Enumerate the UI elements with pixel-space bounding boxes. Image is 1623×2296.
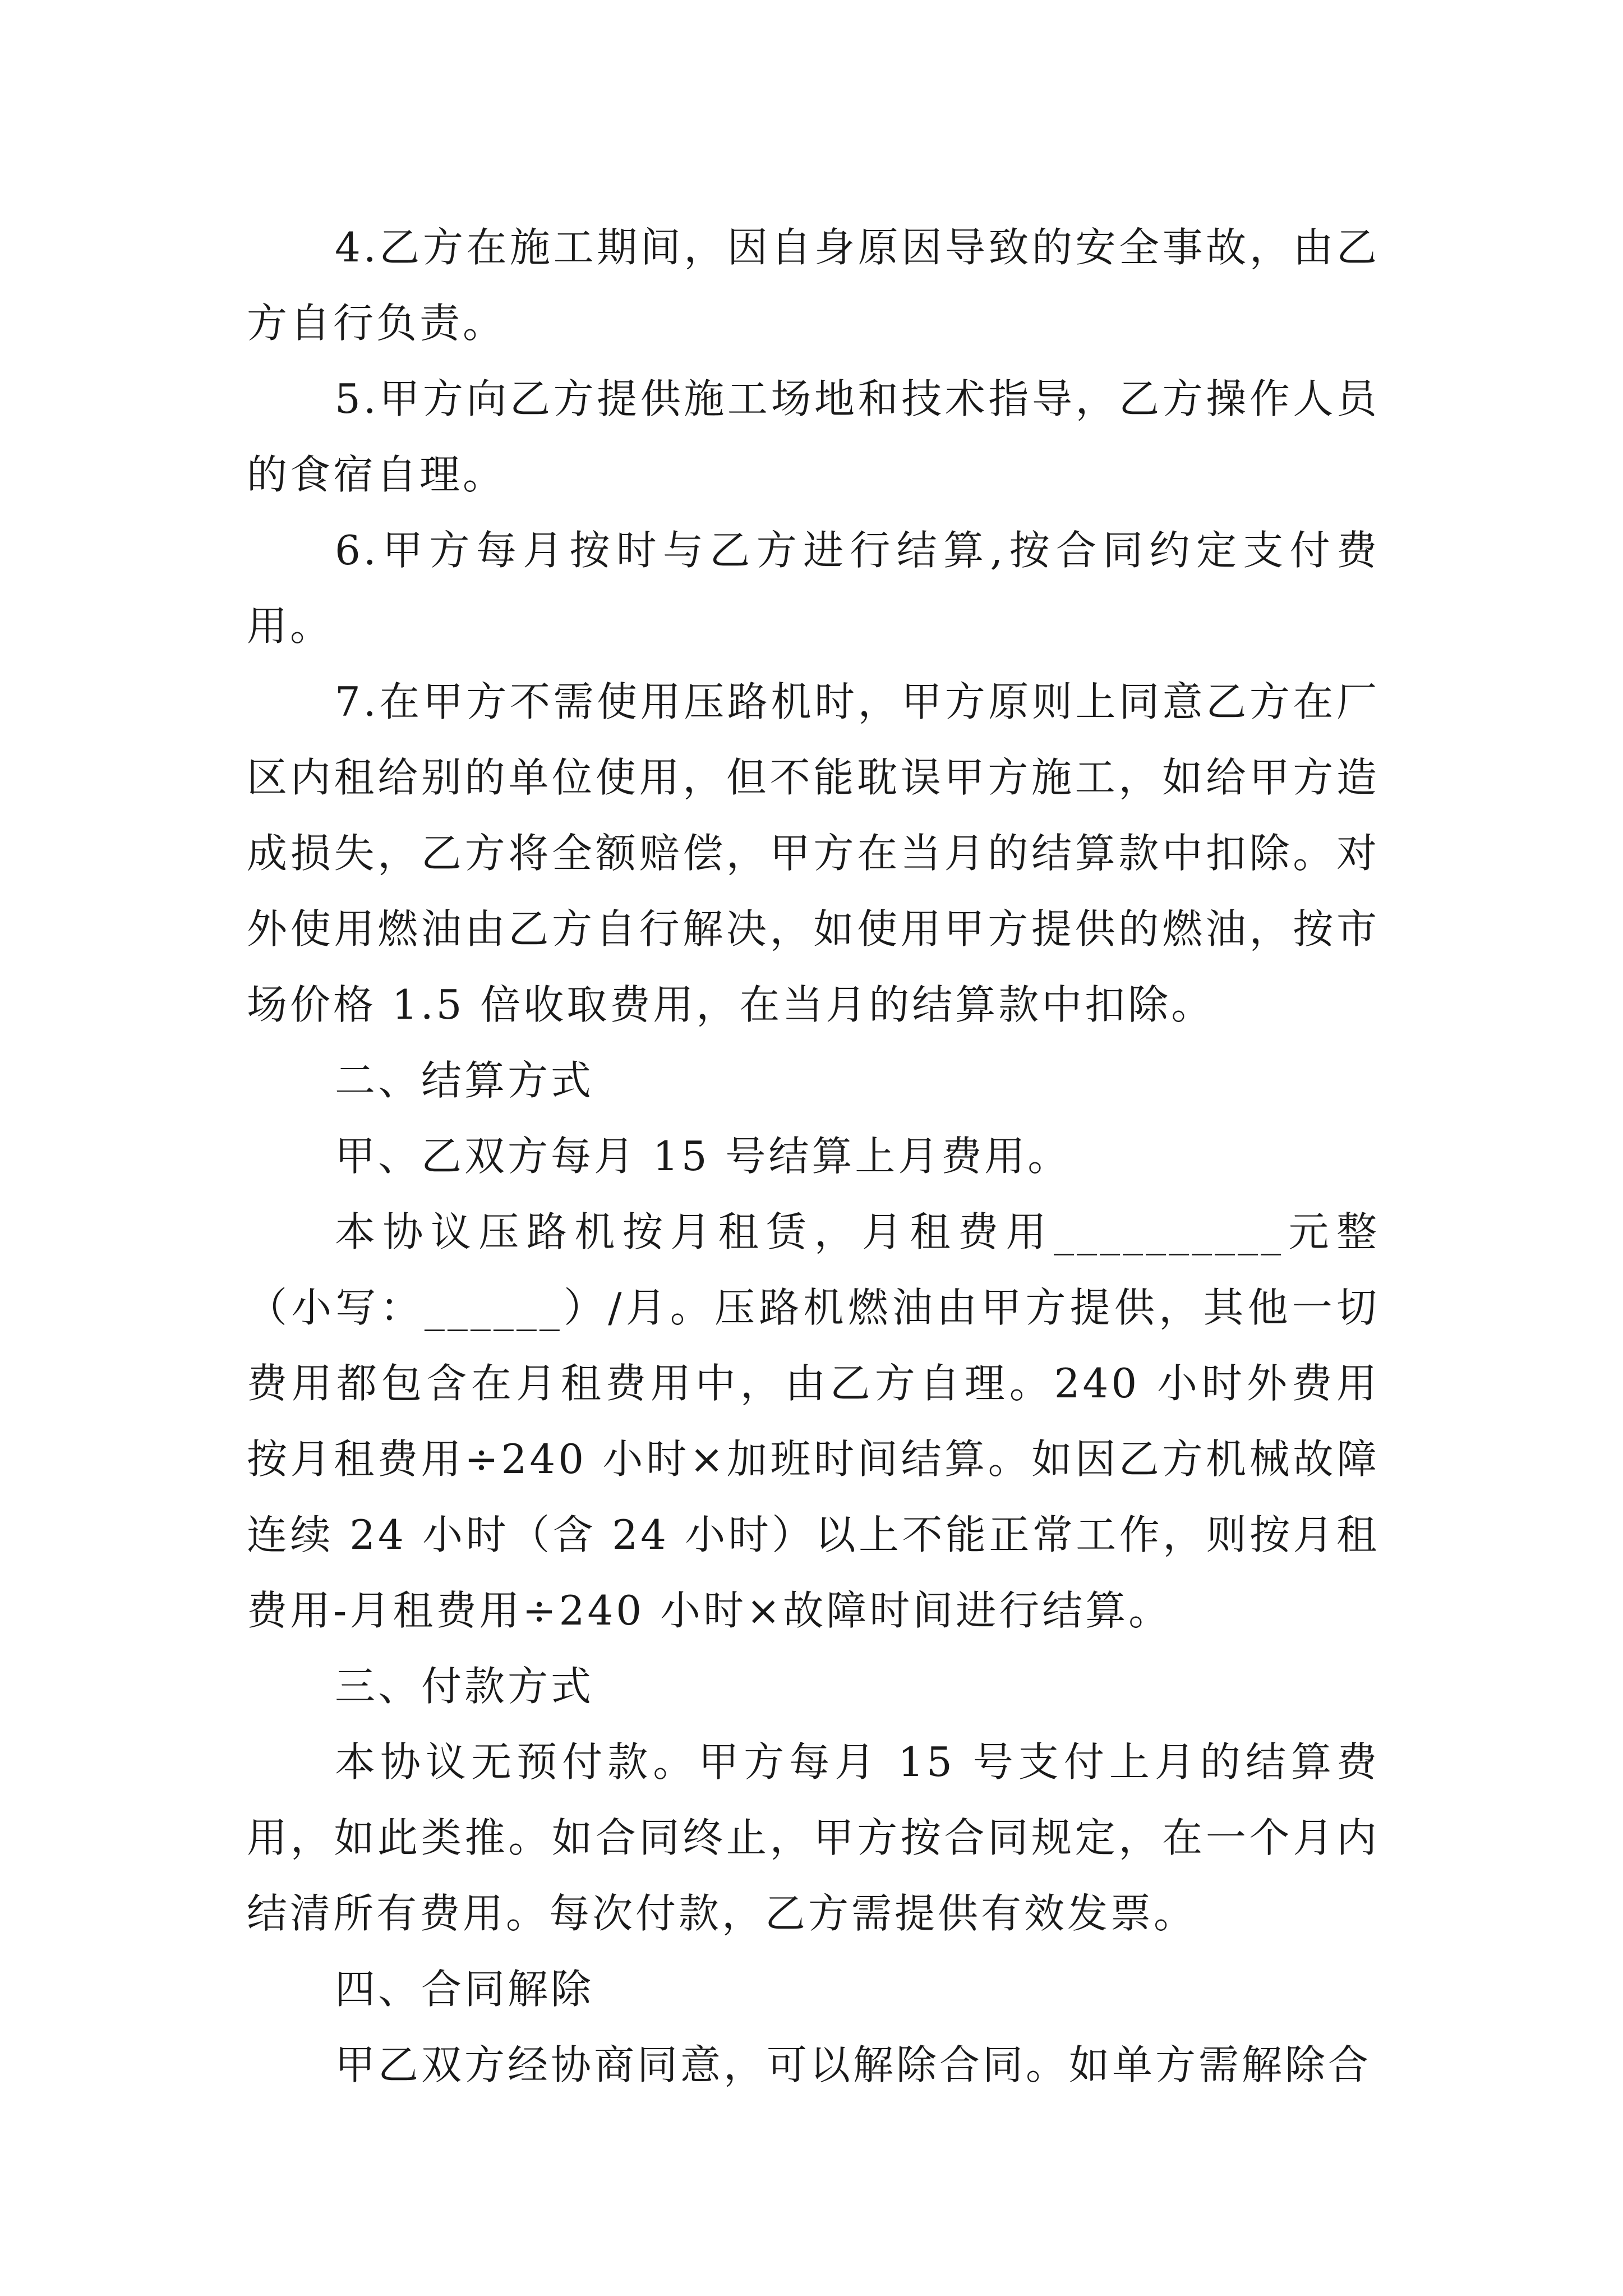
clause-5-paragraph: 5.甲方向乙方提供施工场地和技术指导，乙方操作人员的食宿自理。 [247, 375, 1380, 498]
document-page [247, 210, 1380, 2103]
settlement-date-paragraph: 甲、乙双方每月 15 号结算上月费用。 [335, 1133, 1071, 1180]
section-heading-settlement: 二、结算方式 [335, 1057, 594, 1104]
clause-4-paragraph: 4.乙方在施工期间，因自身原因导致的安全事故，由乙方自行负责。 [247, 224, 1380, 347]
rental-fee-paragraph: 本协议压路机按月租赁，月租费用__________元整（小写：______）/月。压路机燃油由甲方提供，其他一切费用都包含在月租费用中，由乙方自理。240 小时外费用按月租费用÷240 小时×加班时间结算。如因乙方机械故障连续 24 小时（含 24 小时）以上不能正常工作，则按月租费用-月租费用÷240 小时×故障时间进行结算。 [247, 1208, 1380, 1634]
clause-7-paragraph: 7.在甲方不需使用压路机时，甲方原则上同意乙方在厂区内租给别的单位使用，但不能耽误甲方施工，如给甲方造成损失，乙方将全额赔偿，甲方在当月的结算款中扣除。对外使用燃油由乙方自行解决，如使用甲方提供的燃油，按市场价格 1.5 倍收取费用，在当月的结算款中扣除。 [247, 678, 1380, 1028]
payment-paragraph: 本协议无预付款。甲方每月 15 号支付上月的结算费用，如此类推。如合同终止，甲方按合同规定，在一个月内结清所有费用。每次付款，乙方需提供有效发票。 [247, 1738, 1380, 1937]
section-heading-termination: 四、合同解除 [335, 1966, 594, 2013]
clause-6-paragraph: 6.甲方每月按时与乙方进行结算,按合同约定支付费用。 [247, 527, 1380, 650]
termination-paragraph: 甲乙双方经协商同意，可以解除合同。如单方需解除合 [335, 2041, 1372, 2088]
section-heading-payment: 三、付款方式 [335, 1663, 594, 1710]
